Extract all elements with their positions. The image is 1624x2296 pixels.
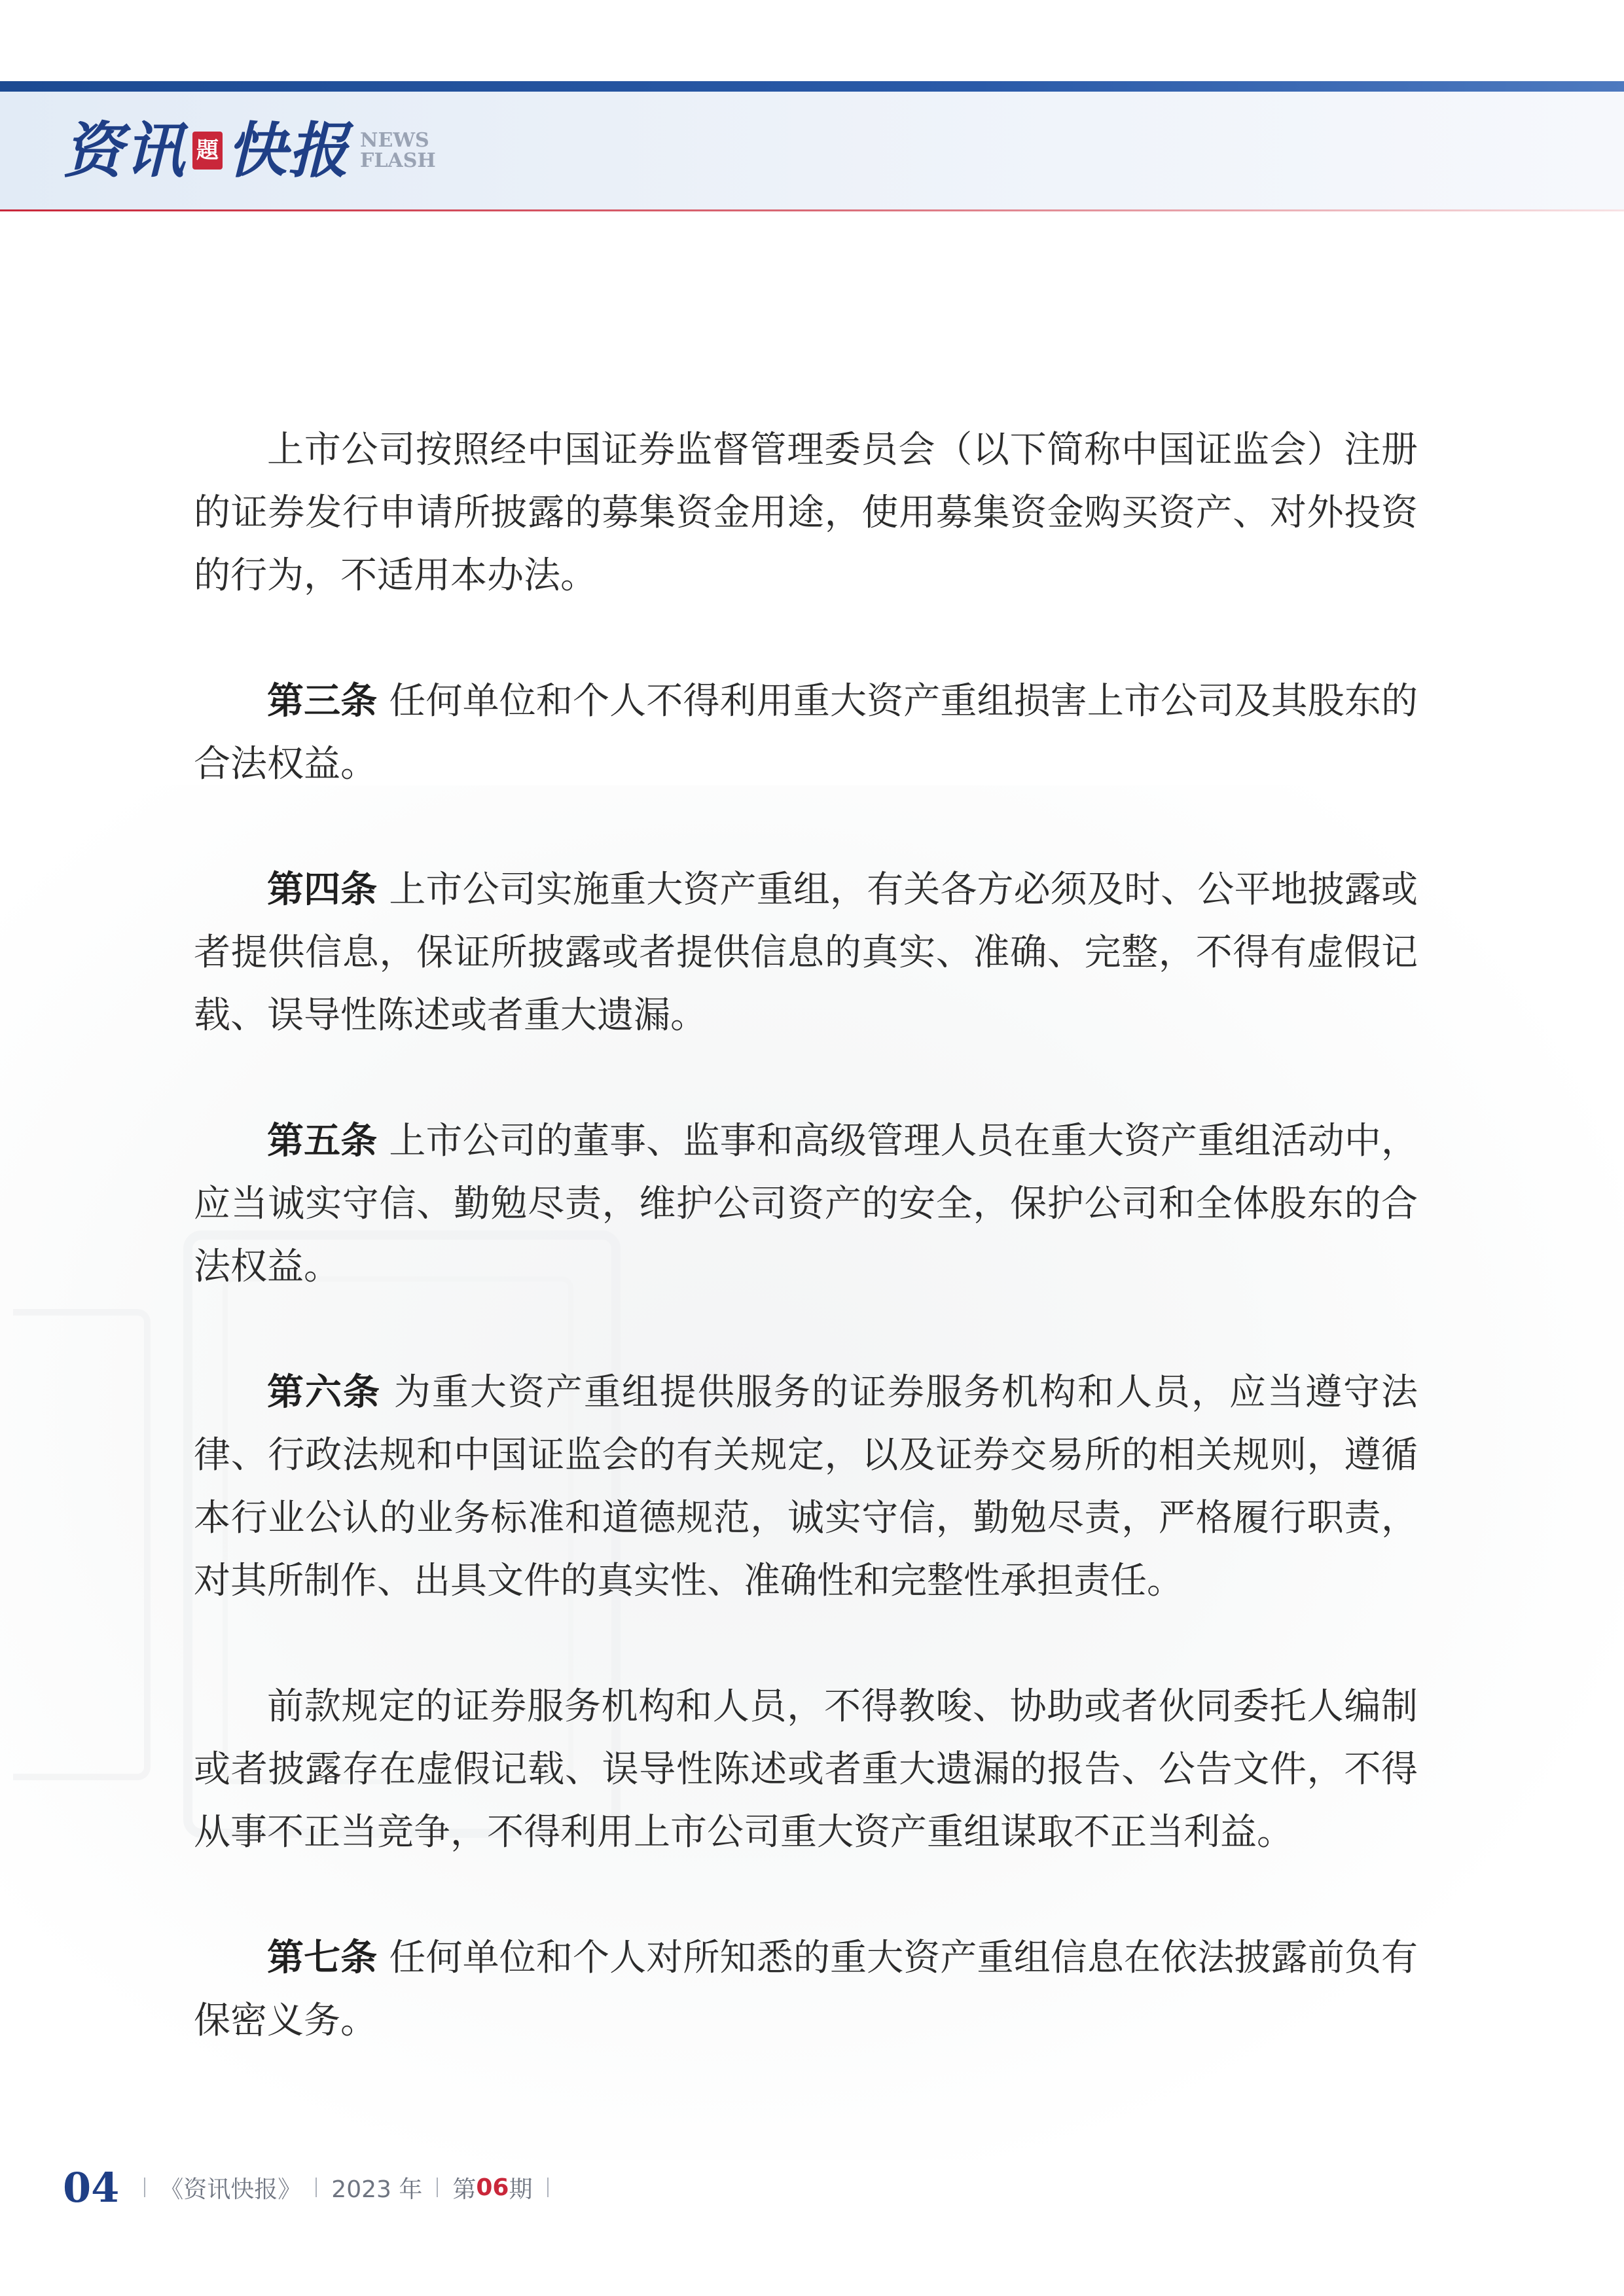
paragraph-1 xyxy=(194,419,1418,607)
masthead-english xyxy=(360,130,436,171)
paragraph-text: 为重大资产重组提供服务的证券服务机构和人员，应当遵守法律、行政法规和中国证监会的有关规定，以及证券交易所的相关规则，遵循本行业公认的业务标准和道德规范，诚实守信，勤勉尽责，严格履行职责，对其所制作、出具文件的真实性、准确性和完整性承担责任。 xyxy=(194,1371,1418,1602)
masthead-logo xyxy=(63,111,436,190)
paragraph-text: 上市公司实施重大资产重组，有关各方必须及时、公平地披露或者提供信息，保证所披露或者提供信息的真实、准确、完整，不得有虚假记载、误导性陈述或者重大遗漏。 xyxy=(194,869,1418,1037)
paragraph-article-6-clause-2 xyxy=(194,1676,1418,1864)
paragraph-article-6 xyxy=(194,1361,1418,1613)
header-top-bar xyxy=(0,81,1624,92)
article-label: 第七条 xyxy=(267,1937,378,1979)
footer-separator xyxy=(547,2178,549,2197)
paragraph-text: 前款规定的证券服务机构和人员，不得教唆、协助或者伙同委托人编制或者披露存在虚假记载、误导性陈述或者重大遗漏的报告、公告文件，不得从事不正当竞争，不得利用上市公司重大资产重组谋取不正当利益。 xyxy=(194,1685,1418,1854)
footer-issue-number: 06 xyxy=(476,2174,509,2201)
paragraph-article-4 xyxy=(194,859,1418,1047)
paragraph-article-5 xyxy=(194,1110,1418,1299)
footer-separator xyxy=(437,2178,438,2197)
paragraph-text: 任何单位和个人对所知悉的重大资产重组信息在依法披露前负有保密义务。 xyxy=(194,1937,1418,2042)
article-label: 第五条 xyxy=(267,1120,378,1162)
masthead-english-line1: NEWS xyxy=(360,128,429,152)
paragraph-text: 上市公司按照经中国证券监督管理委员会（以下简称中国证监会）注册的证券发行申请所披露的募集资金用途，使用募集资金购买资产、对外投资的行为，不适用本办法。 xyxy=(194,429,1418,597)
masthead-title-part2: 快报 xyxy=(226,115,350,186)
footer-separator xyxy=(316,2178,317,2197)
paragraph-text: 上市公司的董事、监事和高级管理人员在重大资产重组活动中，应当诚实守信、勤勉尽责，维护公司资产的安全，保护公司和全体股东的合法权益。 xyxy=(194,1120,1418,1288)
article-label: 第三条 xyxy=(267,680,378,723)
footer-separator xyxy=(144,2178,145,2197)
footer-issue-suffix: 期 xyxy=(509,2176,533,2203)
masthead-english-line2: FLASH xyxy=(360,149,436,172)
masthead-seal-glyph: 題 xyxy=(196,137,219,164)
paragraph-article-3 xyxy=(194,670,1418,796)
page-footer xyxy=(63,2160,563,2215)
article-label: 第六条 xyxy=(267,1371,382,1414)
footer-publication: 《资讯快报》 xyxy=(160,2176,302,2203)
header-divider-rule xyxy=(0,209,1624,211)
article-label: 第四条 xyxy=(267,869,378,911)
masthead-seal-icon xyxy=(192,132,223,170)
paragraph-article-7 xyxy=(194,1927,1418,2053)
masthead-title-part1: 资讯 xyxy=(63,115,187,186)
background-seal-edge xyxy=(13,1309,151,1780)
page-number: 04 xyxy=(63,2163,120,2212)
footer-issue-prefix: 第 xyxy=(452,2176,477,2203)
paragraph-text: 任何单位和个人不得利用重大资产重组损害上市公司及其股东的合法权益。 xyxy=(194,680,1418,785)
footer-year: 2023 年 xyxy=(331,2176,423,2203)
article-body xyxy=(194,419,1418,2115)
